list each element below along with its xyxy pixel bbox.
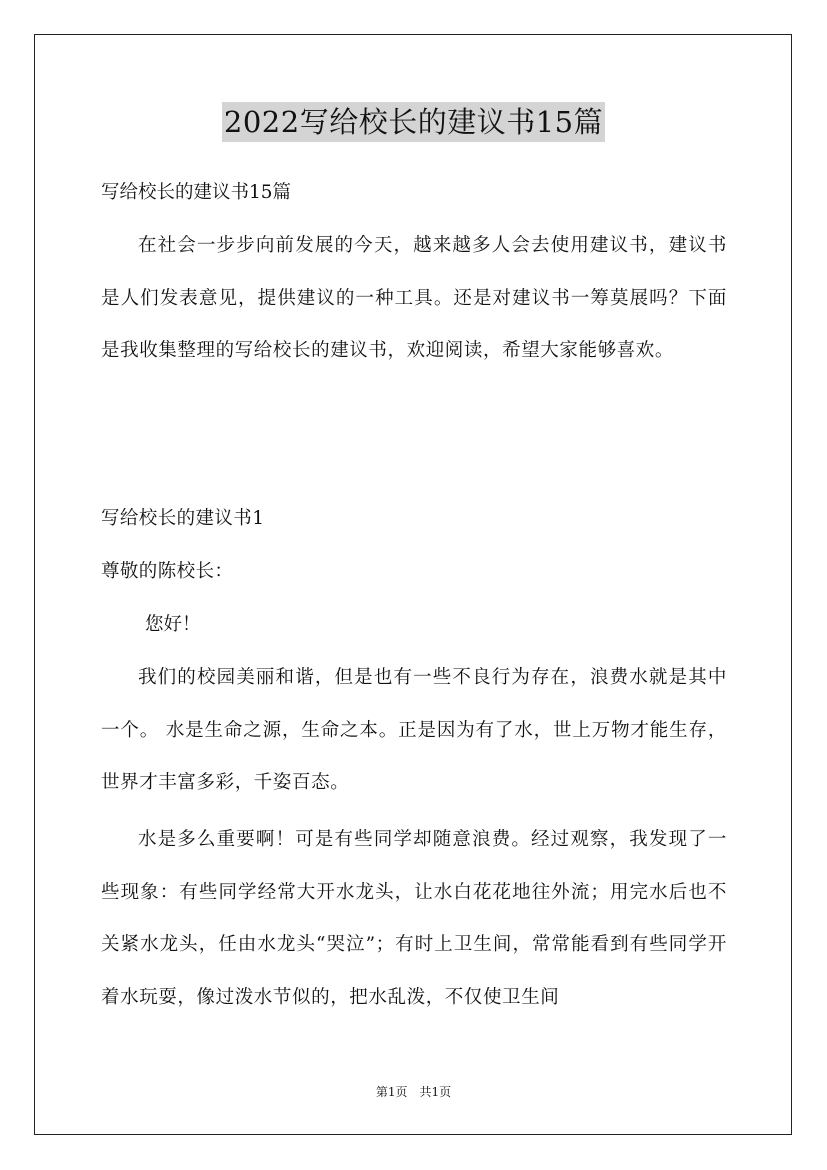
document-title-text: 2022写给校长的建议书15篇: [222, 102, 605, 142]
page-footer: 第1页 共1页: [375, 1085, 452, 1099]
section-heading: 写给校长的建议书1: [101, 508, 265, 529]
document-title: [0, 102, 827, 142]
greeting: 您好！: [145, 614, 201, 635]
body-paragraph-2: 水是多么重要啊！可是有些同学却随意浪费。经过观察，我发现了一些现象：有些同学经常大开水龙头，让水白花花地往外流；用完水后也不关紧水龙头，任由水龙头“哭泣”；有时上卫生间，常常能看到有些同学开着水玩耍，像过泼水节似的，把水乱泼，不仅使卫生间: [101, 829, 727, 1008]
document-subtitle: 写给校长的建议书15篇: [101, 182, 292, 203]
salutation: 尊敬的陈校长：: [101, 561, 234, 582]
body-paragraph-1: 我们的校园美丽和谐，但是也有一些不良行为存在，浪费水就是其中一个。 水是生命之源，生命之本。正是因为有了水，世上万物才能生存，世界才丰富多彩，千姿百态。: [101, 667, 727, 794]
intro-paragraph: 在社会一步步向前发展的今天，越来越多人会去使用建议书，建议书是人们发表意见，提供建议的一种工具。还是对建议书一筹莫展吗？下面是我收集整理的写给校长的建议书，欢迎阅读，希望大家能够喜欢。: [101, 235, 727, 362]
